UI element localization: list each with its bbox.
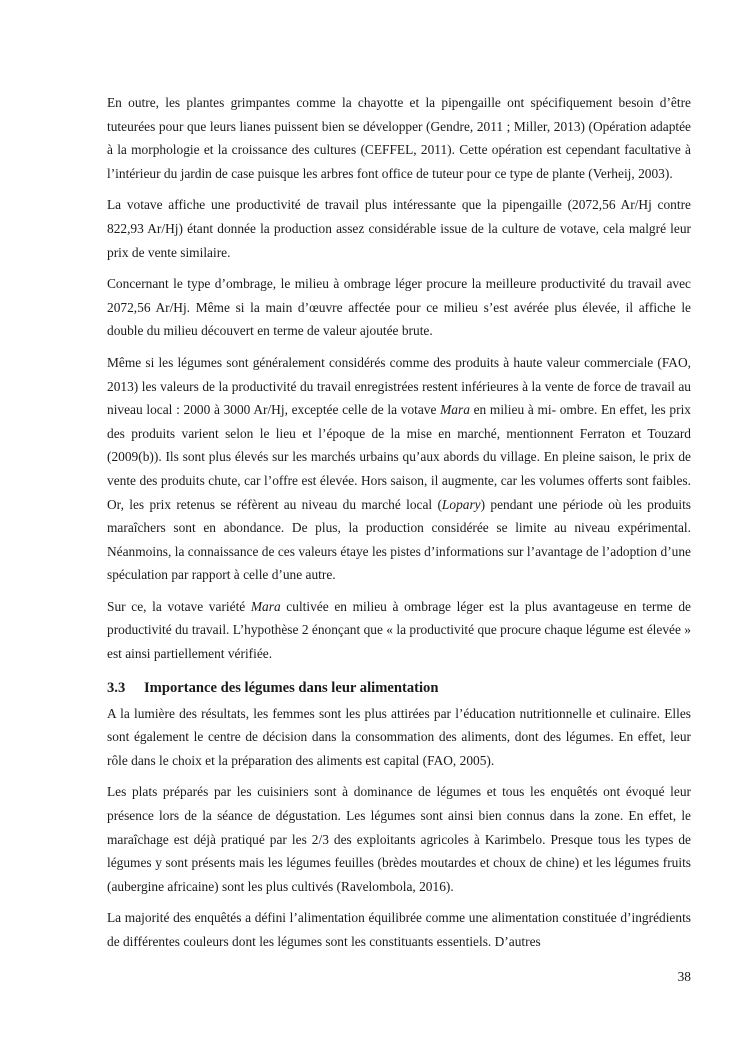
page-number: 38 [677, 969, 691, 984]
text-run: En outre, les plantes grimpantes comme la chayotte et la pipengaille ont spécifiquement besoin d’être tuteurées pour que leurs lianes puissent bien se développer (Gendre, 2011 ; Miller, 2013) (Opération adaptée à la morphologie et la croissance des cultures (CEFFEL, 2011). Cette opération est cependant facultative à l’intérieur du jardin de case puisque les arbres font office de tuteur pour ce type de plante (Verheij, 2003). [107, 95, 691, 181]
text-run: cultivée en milieu à ombrage léger est la plus avantageuse en terme de productivité du travail. L’hypothèse 2 énonçant que « la productivité que procure chaque légume est élevée » est ainsi partiellement vérifiée. [107, 598, 691, 662]
text-run: Les plats préparés par les cuisiniers sont à dominance de légumes et tous les enquêtés ont évoqué leur présence lors de la séance de dégustation. Les légumes sont ainsi bien connus dans la zone. En effet, le maraîchage est déjà pratiqué par les 2/3 des exploitants agricoles à Karimbelo. Presque tous les types de légumes y sont présents mais les légumes feuilles (brèdes moutardes et choux de chine) et les légumes fruits (aubergine africaine) sont les plus cultivés (Ravelombola, 2016). [107, 784, 691, 894]
paragraphs-before-section [107, 91, 691, 666]
italic-term: Lopary [441, 496, 481, 512]
text-run: en milieu à mi- ombre. En effet, les prix des produits varient selon le lieu et l’époque de la mise en marché, mentionnent Ferraton et Touzard (2009(b)). Ils sont plus élevés sur les marchés urbains qu’aux abords du village. En pleine saison, le prix de vente des produits chute, car l’offre est élevée. Hors saison, il augmente, car les volumes offerts sont faibles. Or, les prix retenus se réfèrent au niveau du marché local ( [107, 402, 691, 512]
paragraph [107, 780, 691, 898]
paragraph [107, 193, 691, 264]
text-run: La majorité des enquêtés a défini l’alimentation équilibrée comme une alimentation constituée d’ingrédients de différentes couleurs dont les légumes sont les constituants essentiels. D’autres [107, 910, 691, 949]
text-run: Concernant le type d’ombrage, le milieu à ombrage léger procure la meilleure productivité du travail avec 2072,56 Ar/Hj. Même si la main d’œuvre affectée pour ce milieu s’est avérée plus élevée, il affiche le double du milieu découvert en terme de valeur ajoutée brute. [107, 276, 691, 339]
document-page [107, 91, 691, 962]
italic-term: Mara [250, 598, 281, 614]
paragraph [107, 351, 691, 587]
paragraphs-after-section [107, 702, 691, 954]
paragraph [107, 702, 691, 773]
paragraph [107, 906, 691, 953]
paragraph [107, 272, 691, 343]
section-title: Importance des légumes dans leur alimentation [144, 679, 439, 696]
italic-term: Mara [440, 402, 470, 418]
text-run: ) pendant une période où les produits maraîchers sont en abondance. De plus, la production considérée se limite au niveau expérimental. Néanmoins, la connaissance de ces valeurs étaye les pistes d’informations sur l’avantage de l’adoption d’une spéculation par rapport à celle d’une autre. [107, 496, 692, 583]
section-number: 3.3 [107, 679, 126, 696]
text-run: Sur ce, la votave variété [107, 598, 251, 614]
paragraph [107, 595, 691, 666]
section-heading [107, 678, 691, 698]
text-run: La votave affiche une productivité de travail plus intéressante que la pipengaille (2072,56 Ar/Hj contre 822,93 Ar/Hj) étant donnée la production assez considérable issue de la culture de votave, cela malgré leur prix de vente similaire. [107, 197, 691, 260]
text-run: A la lumière des résultats, les femmes sont les plus attirées par l’éducation nutritionnelle et culinaire. Elles sont également le centre de décision dans la consommation des aliments, dont des légumes. En effet, leur rôle dans le choix et la préparation des aliments est capital (FAO, 2005). [107, 705, 691, 768]
paragraph [107, 91, 691, 185]
text-run: Même si les légumes sont généralement considérés comme des produits à haute valeur commerciale (FAO, 2013) les valeurs de la productivité du travail enregistrées restent inférieures à la vente de force de travail au niveau local : 2000 à 3000 Ar/Hj, exceptée celle de la votave [107, 354, 691, 418]
